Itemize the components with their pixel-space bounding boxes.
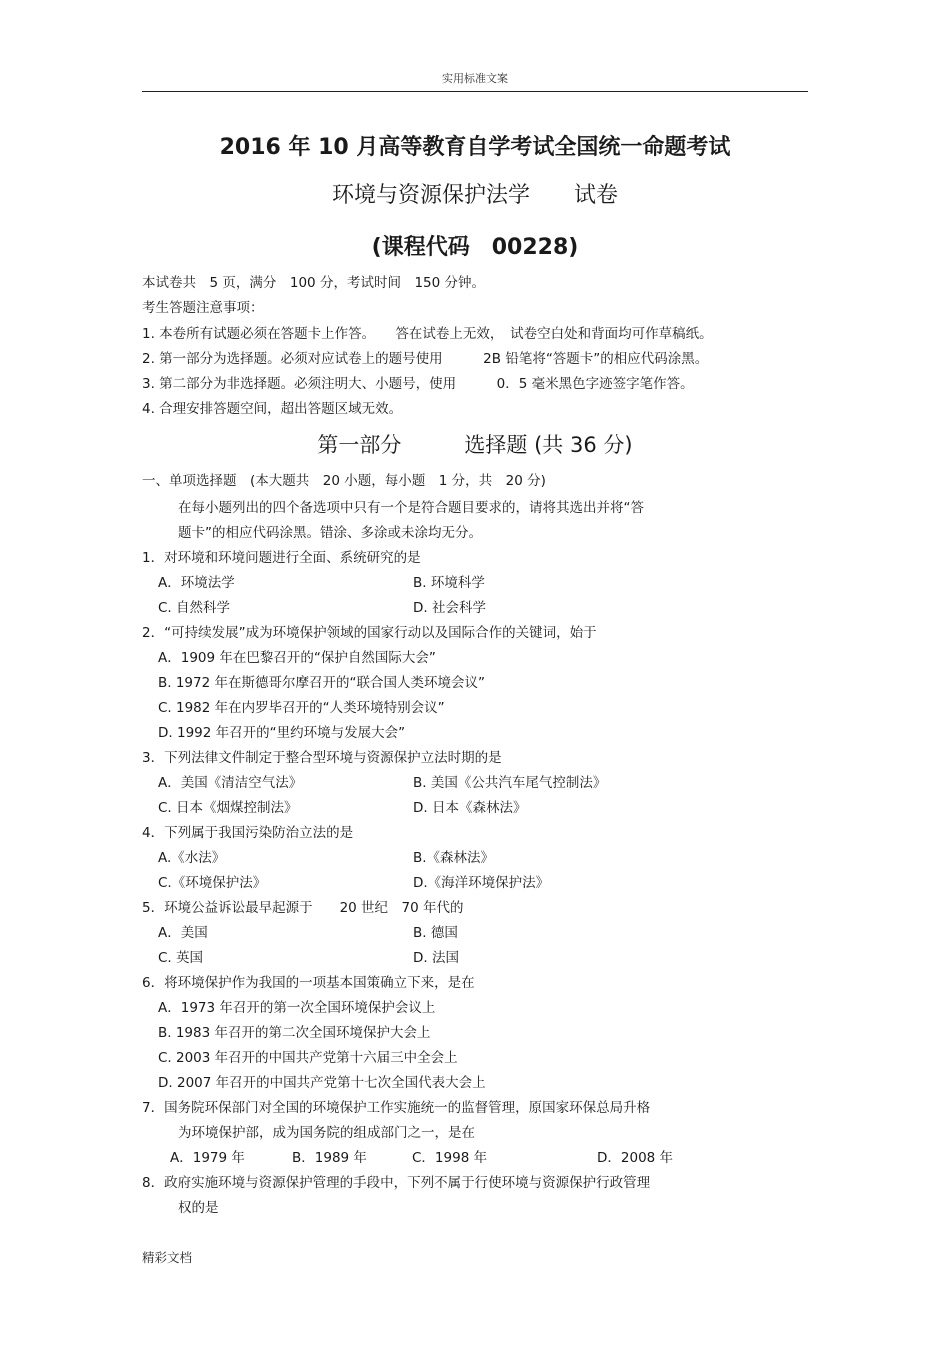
- option-c: C．1998 年: [412, 1150, 488, 1166]
- option-b: B.《森林法》: [413, 850, 495, 866]
- option-a: A.《水法》: [158, 850, 226, 866]
- option-d: D. 社会科学: [413, 600, 486, 616]
- option-d: D. 日本《森林法》: [413, 800, 527, 816]
- exam-info: 本试卷共 5 页，满分 100 分，考试时间 150 分钟。: [142, 275, 485, 291]
- exam-subject: 环境与资源保护法学 试卷: [331, 183, 618, 208]
- option-d: D.《海洋环境保护法》: [413, 875, 550, 891]
- exam-title: 2016 年 10 月高等教育自学考试全国统一命题考试: [219, 135, 731, 160]
- option-d: D. 2007 年召开的中国共产党第十七次全国代表大会上: [158, 1075, 486, 1091]
- option-c: C. 日本《烟煤控制法》: [158, 800, 298, 816]
- option-c: C. 2003 年召开的中国共产党第十六届三中全会上: [158, 1050, 458, 1066]
- question-stem: 4．下列属于我国污染防治立法的是: [142, 825, 354, 841]
- option-c: C. 自然科学: [158, 600, 231, 616]
- note-item: 4. 合理安排答题空间，超出答题区域无效。: [142, 401, 403, 417]
- option-b: B. 德国: [413, 925, 458, 941]
- option-a: A．1909 年在巴黎召开的“保护自然国际大会”: [158, 650, 436, 666]
- option-a: A．1979 年: [170, 1150, 245, 1166]
- question-stem: 3．下列法律文件制定于整合型环境与资源保护立法时期的是: [142, 750, 502, 766]
- question-stem-cont: 权的是: [178, 1200, 219, 1216]
- option-d: D．2008 年: [597, 1150, 674, 1166]
- note-item: 1. 本卷所有试题必须在答题卡上作答。 答在试卷上无效， 试卷空白处和背面均可作草稿纸。: [142, 326, 713, 342]
- course-code: (课程代码 00228): [371, 235, 579, 260]
- option-a: A．1973 年召开的第一次全国环境保护会议上: [158, 1000, 436, 1016]
- page-header: 实用标准文案: [442, 72, 508, 85]
- option-a: A．美国: [158, 925, 208, 941]
- header-divider: [142, 91, 808, 92]
- option-d: D. 1992 年召开的“里约环境与发展大会”: [158, 725, 406, 741]
- option-b: B. 1972 年在斯德哥尔摩召开的“联合国人类环境会议”: [158, 675, 485, 691]
- option-a: A．环境法学: [158, 575, 235, 591]
- question-stem: 8．政府实施环境与资源保护管理的手段中，下列不属于行使环境与资源保护行政管理: [142, 1175, 651, 1191]
- page-footer: 精彩文档: [142, 1250, 193, 1265]
- option-c: C.《环境保护法》: [158, 875, 267, 891]
- section-title: 一、单项选择题 (本大题共 20 小题，每小题 1 分，共 20 分): [142, 473, 546, 489]
- question-stem-cont: 为环境保护部，成为国务院的组成部门之一，是在: [178, 1125, 475, 1141]
- option-b: B. 环境科学: [413, 575, 485, 591]
- question-stem: 1．对环境和环境问题进行全面、系统研究的是: [142, 550, 421, 566]
- option-b: B. 1983 年召开的第二次全国环境保护大会上: [158, 1025, 431, 1041]
- note-item: 3. 第二部分为非选择题。必须注明大、小题号，使用 0．5 毫米黑色字迹签字笔作答。: [142, 376, 694, 392]
- question-stem: 2．“可持续发展”成为环境保护领域的国家行动以及国际合作的关键词，始于: [142, 625, 597, 641]
- notes-title: 考生答题注意事项：: [142, 300, 264, 316]
- option-d: D. 法国: [413, 950, 459, 966]
- instruction: 在每小题列出的四个备选项中只有一个是符合题目要求的，请将其选出并将“答: [178, 500, 644, 516]
- option-c: C. 英国: [158, 950, 204, 966]
- question-stem: 5．环境公益诉讼最早起源于 20 世纪 70 年代的: [142, 900, 464, 916]
- option-b: B．1989 年: [292, 1150, 367, 1166]
- instruction: 题卡”的相应代码涂黑。错涂、多涂或未涂均无分。: [178, 525, 482, 541]
- part1-heading: 第一部分 选择题 (共 36 分): [317, 433, 633, 457]
- option-b: B. 美国《公共汽车尾气控制法》: [413, 775, 607, 791]
- option-c: C. 1982 年在内罗毕召开的“人类环境特别会议”: [158, 700, 445, 716]
- question-stem: 6．将环境保护作为我国的一项基本国策确立下来，是在: [142, 975, 475, 991]
- option-a: A．美国《清洁空气法》: [158, 775, 303, 791]
- question-stem: 7．国务院环保部门对全国的环境保护工作实施统一的监督管理，原国家环保总局升格: [142, 1100, 651, 1116]
- note-item: 2. 第一部分为选择题。必须对应试卷上的题号使用 2B 铅笔将“答题卡”的相应代码涂黑。: [142, 351, 709, 367]
